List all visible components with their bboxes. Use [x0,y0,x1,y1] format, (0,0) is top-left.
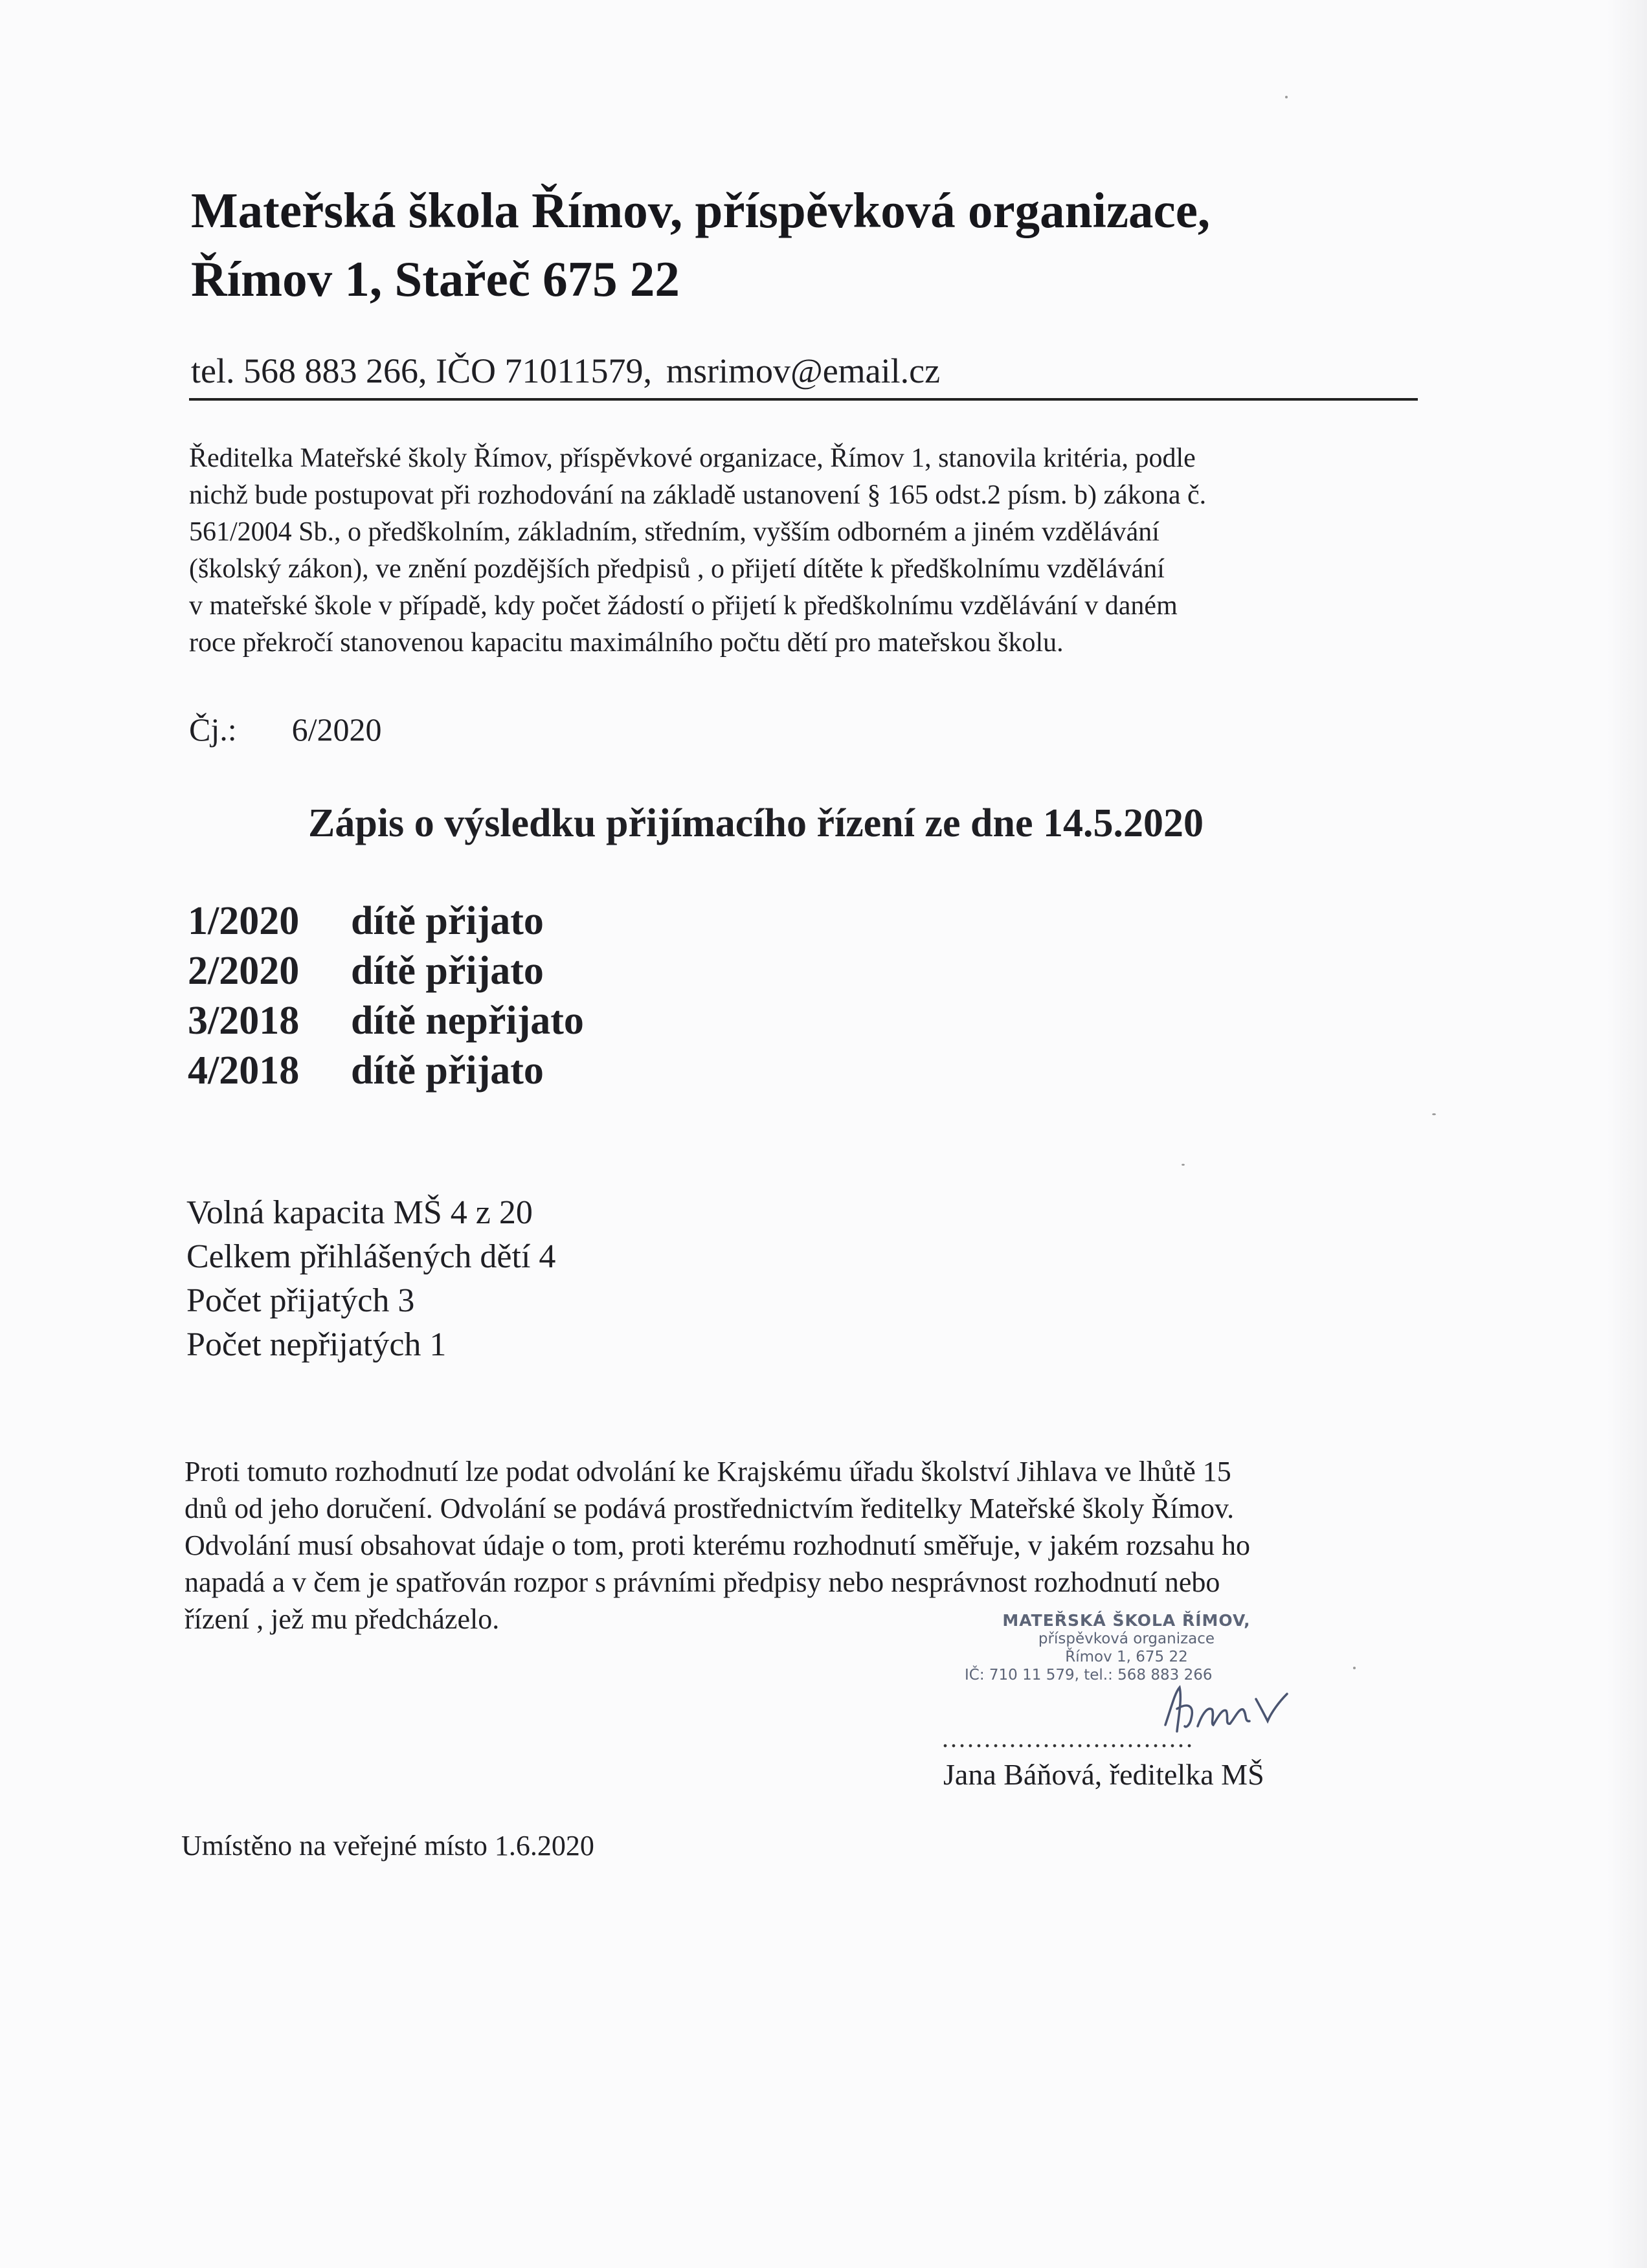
result-number: 4/2018 [188,1049,300,1093]
appeal-line: Odvolání musí obsahovat údaje o tom, proti kterému rozhodnutí směřuje, v jakém rozsahu ho [185,1529,1250,1561]
appeal-line: Proti tomuto rozhodnutí lze podat odvolání ke Krajskému úřadu školství Jihlava ve lhůtě 15 [185,1456,1231,1487]
signature-line: .............................. [942,1724,1194,1753]
scan-speck [1353,1667,1356,1669]
intro-line: nichž bude postupovat při rozhodování na základě ustanovení § 165 odst.2 písm. b) zákona č. [189,480,1207,510]
appeal-paragraph [185,1453,1453,1638]
title-line-1: Mateřská škola Římov, příspěvková organizace, [191,183,1211,238]
appeal-line: napadá a v čem je spatřován rozpor s právními předpisy nebo nesprávnost rozhodnutí nebo [185,1566,1220,1598]
intro-line: 561/2004 Sb., o předškolním, základním, středním, vyšším odborném a jiném vzdělávání [189,517,1160,547]
school-name-heading [191,176,1210,313]
signer-name: Jana Báňová, ředitelka MŠ [943,1758,1264,1791]
stat-registered: Celkem přihlášených dětí 4 [186,1238,556,1275]
stat-rejected: Počet nepřijatých 1 [186,1326,447,1363]
contact-line [191,348,940,394]
stamp-line: Římov 1, 675 22 [1065,1649,1188,1665]
posting-note: Umístěno na veřejné místo 1.6.2020 [181,1830,594,1862]
result-number: 3/2018 [188,999,300,1043]
reference-number [189,709,382,750]
result-status: dítě přijato [351,1049,544,1093]
title-line-2: Římov 1, Stařeč 675 22 [191,251,680,307]
result-row [188,996,584,1046]
intro-line: roce překročí stanovenou kapacitu maximálního počtu dětí pro mateřskou školu. [189,628,1064,658]
school-stamp [958,1612,1295,1684]
result-status: dítě nepřijato [351,999,584,1043]
record-title: Zápis o výsledku přijímacího řízení ze dne 14.5.2020 [308,801,1204,845]
result-number: 2/2020 [188,949,300,993]
appeal-line: dnů od jeho doručení. Odvolání se podává prostřednictvím ředitelky Mateřské školy Římov. [185,1493,1235,1524]
result-status: dítě přijato [351,949,544,993]
intro-line: (školský zákon), ve znění pozdějších předpisů , o přijetí dítěte k předškolnímu vzdělávání [189,554,1165,584]
intro-paragraph [189,440,1432,662]
scan-edge-shadow [1607,0,1647,2268]
intro-line: Ředitelka Mateřské školy Římov, příspěvkové organizace, Římov 1, stanovila kritéria, podle [189,443,1196,473]
intro-line: v mateřské škole v případě, kdy počet žádostí o přijetí k předškolnímu vzdělávání v daném [189,591,1178,621]
reference-value: 6/2020 [291,711,382,748]
stat-accepted: Počet přijatých 3 [186,1282,415,1319]
contact-email: msrimov@email.cz [666,351,941,390]
result-status: dítě přijato [351,899,544,943]
scan-speck [1432,1113,1436,1115]
scan-speck [1285,96,1288,98]
admission-stats [186,1191,555,1367]
reference-label: Čj.: [189,711,237,748]
result-row [188,896,584,946]
results-list [188,896,584,1096]
stamp-line: IČ: 710 11 579, tel.: 568 883 266 [965,1667,1213,1684]
contact-phone-ico: tel. 568 883 266, IČO 71011579, [191,351,652,390]
result-row [188,946,584,996]
stamp-line: příspěvková organizace [1038,1630,1215,1647]
stamp-line: MATEŘSKÁ ŠKOLA ŘÍMOV, [1002,1611,1251,1630]
result-row [188,1046,584,1096]
scan-speck [1182,1164,1185,1166]
header-divider [189,398,1418,401]
stat-capacity: Volná kapacita MŠ 4 z 20 [186,1194,533,1231]
appeal-line: řízení , jež mu předcházelo. [185,1603,500,1635]
result-number: 1/2020 [188,899,300,943]
